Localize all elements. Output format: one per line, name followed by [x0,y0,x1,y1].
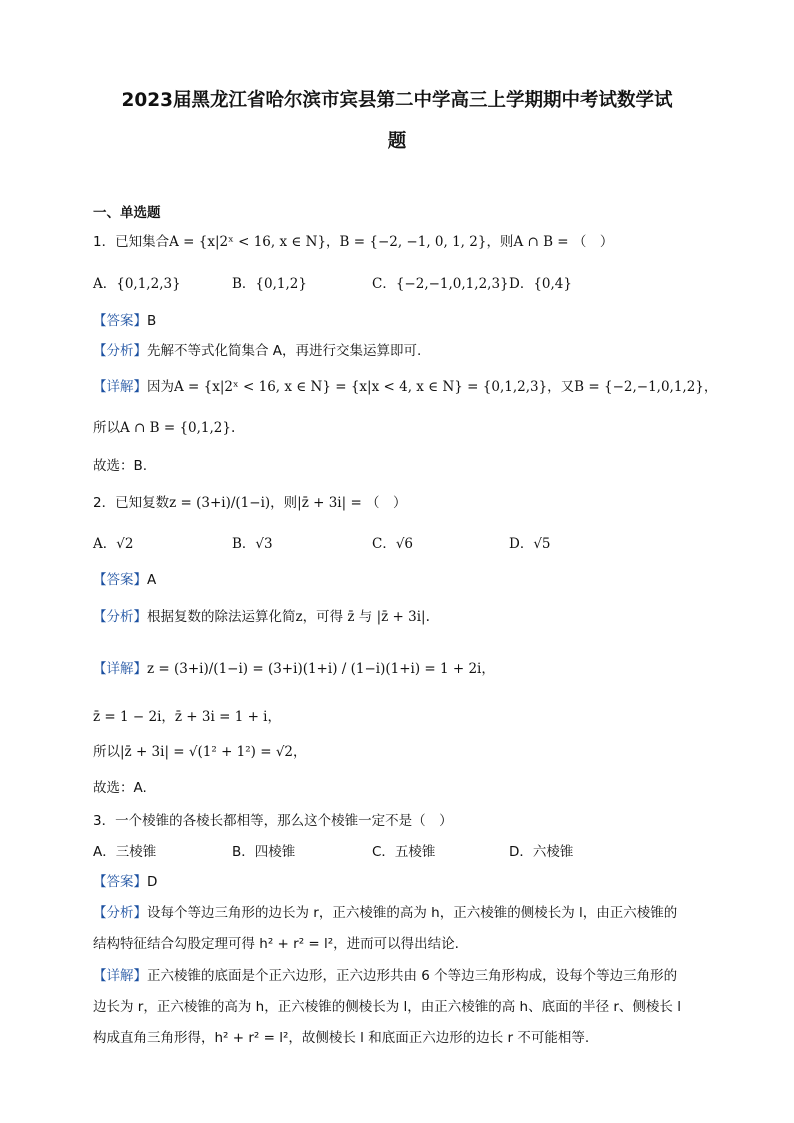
page-title [60,80,734,162]
q3-option-a: A．三棱锥 [93,844,157,860]
answer-tag: 【答案】 [93,313,147,329]
q1-detail-math-2: B = {−2,−1,0,1,2}， [574,379,718,395]
q2-stem-math-2: |z̄ + 3i| = （ ） [297,495,407,511]
q2-option-a: A．√2 [93,536,134,552]
q1-analysis [93,341,421,361]
title-line-2: 题 [387,131,407,152]
q3-option-b: B．四棱锥 [232,844,296,860]
q3-detail-line-1: 正六棱锥的底面是个正六边形，正六边形共由 6 个等边三角形构成，设每个等边三角形的 [147,968,678,984]
q1-detail-math: A = {x|2ˣ < 16, x ∈ N} = {x|x < 4, x ∈ N} = {0,1,2,3} [174,379,548,395]
q3-answer-value: D [147,874,158,890]
q1-so-text: 所以 [93,420,120,436]
q2-analysis [93,607,430,627]
q1-detail [93,377,717,397]
title-line-1: 2023届黑龙江省哈尔滨市宾县第二中学高三上学期期中考试数学试 [121,90,673,111]
q1-options [93,274,713,294]
q2-conclusion: 故选：A. [93,780,147,796]
q2-options [93,534,713,554]
q2-analysis-text: 根据复数的除法运算化简 [147,609,296,625]
analysis-tag: 【分析】 [93,609,147,625]
q3-analysis-line-2: 结构特征结合勾股定理可得 h² + r² = l²，进而可以得出结论. [93,936,459,952]
q2-detail [93,659,495,679]
q2-answer-value: A [147,572,157,588]
q3-option-d: D．六棱锥 [509,844,574,860]
detail-tag: 【详解】 [93,661,147,677]
q1-stem-math: A = {x|2ˣ < 16, x ∈ N}，B = {−2, −1, 0, 1, 2} [169,234,487,250]
q3-answer [93,872,157,892]
q2-so-text: 所以 [93,744,120,760]
q1-option-d: D．{0,4} [509,276,572,292]
section-heading: 一、单选题 [93,205,161,221]
q3-analysis-line-1: 设每个等边三角形的边长为 r，正六棱锥的高为 h，正六棱锥的侧棱长为 l，由正六棱锥的 [147,905,678,921]
q3-stem: 3．一个棱锥的各棱长都相等，那么这个棱锥一定不是（ ） [93,813,453,829]
q1-stem-text-b: ，则 [486,234,514,250]
q3-analysis [93,903,677,923]
q2-so [93,742,307,762]
q2-detail-line-2: z̄ = 1 − 2i，z̄ + 3i = 1 + i， [93,709,282,725]
q2-stem-text: 2．已知复数 [93,495,170,511]
answer-tag: 【答案】 [93,874,147,890]
q2-detail-math: z = (3+i)/(1−i) = (3+i)(1+i) / (1−i)(1+i) = 1 + 2i， [147,661,495,677]
q1-detail-text: 因为 [147,379,174,395]
q2-option-d: D．√5 [509,536,551,552]
q1-answer-value: B [147,313,157,329]
q3-detail-line-2: 边长为 r，正六棱锥的高为 h，正六棱锥的侧棱长为 l，由正六棱锥的高 h、底面的半径 r、侧棱长 l [93,999,681,1015]
q1-option-c: C．{−2,−1,0,1,2,3} [372,276,509,292]
q1-so-math: A ∩ B = {0,1,2}. [120,420,236,436]
detail-tag: 【详解】 [93,968,147,984]
q2-stem-math: z = (3+i)/(1−i) [169,495,271,511]
q2-option-b: B．√3 [232,536,273,552]
q1-option-a: A．{0,1,2,3} [93,276,181,292]
q1-stem-text: 1．已知集合 [93,234,170,250]
q2-option-c: C．√6 [372,536,414,552]
q2-stem-text-b: ，则 [270,495,298,511]
q1-so [93,418,235,438]
q1-answer [93,311,156,331]
analysis-tag: 【分析】 [93,343,147,359]
q1-stem [93,232,613,252]
q1-detail-text-b: ，又 [547,379,575,395]
detail-tag: 【详解】 [93,379,147,395]
q2-so-math: |z̄ + 3i| = √(1² + 1²) = √2， [120,744,307,760]
q2-stem [93,493,407,513]
q3-option-c: C．五棱锥 [372,844,436,860]
q2-analysis-math: z，可得 z̄ 与 |z̄ + 3i|. [295,609,430,625]
q1-analysis-text: 先解不等式化简集合 A，再进行交集运算即可. [147,343,422,359]
q2-answer [93,570,156,590]
analysis-tag: 【分析】 [93,905,147,921]
q3-detail [93,966,677,986]
q3-detail-line-3: 构成直角三角形得，h² + r² = l²，故侧棱长 l 和底面正六边形的边长 r 不可能相等. [93,1030,590,1046]
q1-conclusion: 故选：B. [93,458,148,474]
q3-options [93,842,713,862]
q1-stem-math-2: A ∩ B = （ ） [513,234,614,250]
q1-option-b: B．{0,1,2} [232,276,307,292]
answer-tag: 【答案】 [93,572,147,588]
